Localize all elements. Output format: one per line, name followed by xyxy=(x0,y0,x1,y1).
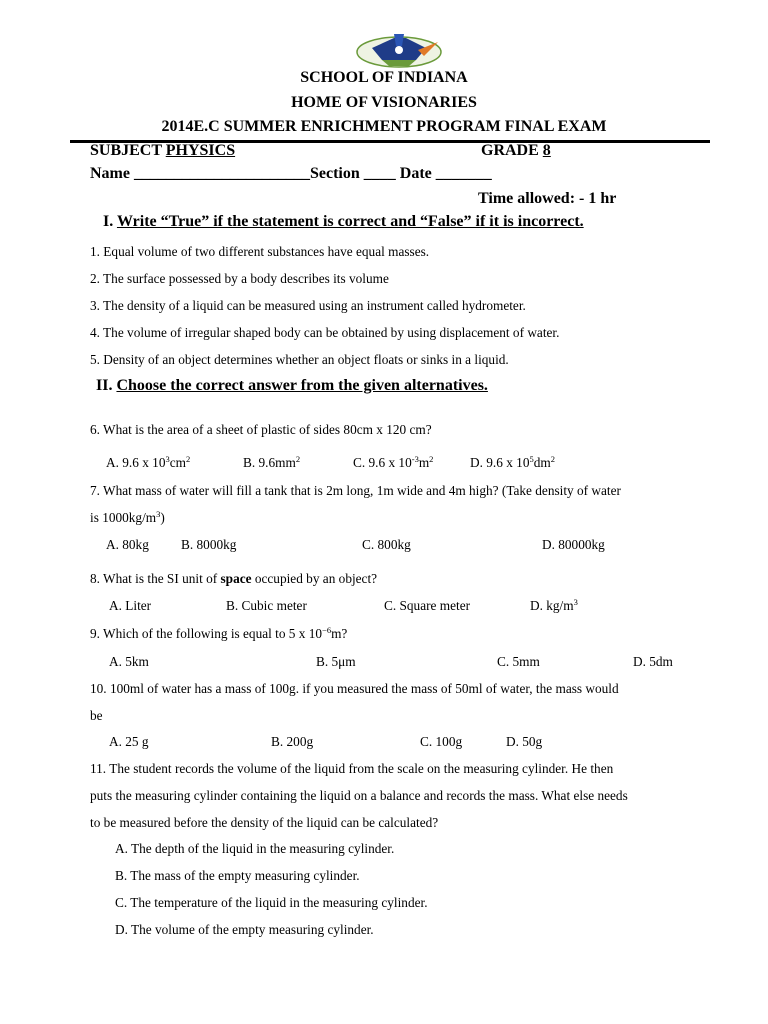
q7-option-b: B. 8000kg xyxy=(181,537,237,552)
question-3: 3. The density of a liquid can be measured using an instrument called hydrometer. xyxy=(90,298,526,313)
grade-value: 8 xyxy=(542,142,551,159)
section-2-heading xyxy=(96,377,488,395)
question-8 xyxy=(90,571,377,587)
q6-option-d-unit-exp: 2 xyxy=(550,454,555,464)
grade-label: GRADE xyxy=(481,142,539,159)
question-7-line-2 xyxy=(90,510,165,526)
q10-option-a: A. 25 g xyxy=(109,734,149,749)
section-1-heading xyxy=(103,213,584,231)
question-11-line-1: 11. The student records the volume of the liquid from the scale on the measuring cylinder. He then xyxy=(90,761,614,776)
subject-label: SUBJECT xyxy=(90,142,162,159)
q8-option-b: B. Cubic meter xyxy=(226,598,307,613)
q8-option-d-exp: 3 xyxy=(573,597,578,607)
q11-option-d: D. The volume of the empty measuring cylinder. xyxy=(115,922,374,937)
q11-option-a: A. The depth of the liquid in the measuring cylinder. xyxy=(115,841,395,856)
question-7-line-1: 7. What mass of water will fill a tank that is 2m long, 1m wide and 4m high? (Take density of water xyxy=(90,483,621,498)
question-1: 1. Equal volume of two different substances have equal masses. xyxy=(90,244,430,259)
q6-option-c-exp: -3 xyxy=(411,454,419,464)
q9-option-a: A. 5km xyxy=(109,654,149,669)
q6-option-c-unit-exp: 2 xyxy=(429,454,434,464)
question-9-pre: 9. Which of the following is equal to 5 x 10 xyxy=(90,626,323,641)
question-9 xyxy=(90,626,347,642)
question-5: 5. Density of an object determines whether an object floats or sinks in a liquid. xyxy=(90,352,509,367)
school-logo xyxy=(354,28,444,70)
q6-option-b xyxy=(243,455,300,471)
q6-option-d-exp: 5 xyxy=(529,454,534,464)
question-7-line-2-text: is 1000kg/m xyxy=(90,510,157,525)
section-label: Section xyxy=(309,165,360,182)
q11-option-b: B. The mass of the empty measuring cylinder. xyxy=(115,868,360,883)
name-blank: ______________________ xyxy=(133,165,310,182)
question-7-line-2-exp: 3 xyxy=(156,509,161,519)
q6-option-a-unit-exp: 2 xyxy=(185,454,191,464)
q6-option-b-base: B. 9.6mm xyxy=(243,455,296,470)
subject-value: PHYSICS xyxy=(165,142,236,159)
question-9-exp: −6 xyxy=(322,625,332,635)
subject-line xyxy=(90,142,235,160)
q6-option-d-unit: dm xyxy=(533,455,551,470)
q6-option-a-base: A. 9.6 x 10 xyxy=(106,455,166,470)
question-11-line-2: puts the measuring cylinder containing the liquid on a balance and records the mass. What else needs xyxy=(90,788,628,803)
school-motto: HOME OF VISIONARIES xyxy=(291,94,477,111)
q8-option-c: C. Square meter xyxy=(384,598,471,613)
q8-option-d-base: D. kg/m xyxy=(530,598,574,613)
q6-option-c xyxy=(353,455,433,471)
q6-option-d-base: D. 9.6 x 10 xyxy=(470,455,530,470)
q6-option-a-exp: 3 xyxy=(165,454,170,464)
q6-option-c-unit: m xyxy=(418,455,430,470)
q9-option-c: C. 5mm xyxy=(497,654,540,669)
question-7-line-2-end: ) xyxy=(160,510,165,525)
section-1-number: I. xyxy=(103,213,114,230)
date-label: Date xyxy=(399,165,432,182)
section-2-number: II. xyxy=(96,377,113,394)
date-blank: _______ xyxy=(435,165,492,182)
question-6: 6. What is the area of a sheet of plastic of sides 80cm x 120 cm? xyxy=(90,422,432,437)
question-11-line-3: to be measured before the density of the liquid can be calculated? xyxy=(90,815,439,830)
q10-option-d: D. 50g xyxy=(506,734,543,749)
q6-option-a xyxy=(106,455,190,471)
q6-option-a-unit: cm xyxy=(169,455,186,470)
question-9-post: m? xyxy=(331,626,348,641)
name-section-date-line xyxy=(90,165,492,183)
q6-option-d xyxy=(470,455,555,471)
q6-option-c-base: C. 9.6 x 10 xyxy=(353,455,412,470)
school-name: SCHOOL OF INDIANA xyxy=(300,69,468,86)
q10-option-c: C. 100g xyxy=(420,734,463,749)
q9-option-b: B. 5μm xyxy=(316,654,356,669)
time-allowed: Time allowed: - 1 hr xyxy=(478,190,617,207)
section-1-title: Write “True” if the statement is correct and “False” if it is incorrect. xyxy=(116,213,584,230)
section-2-title: Choose the correct answer from the given alternatives. xyxy=(116,377,488,394)
grade-line xyxy=(481,142,551,160)
q6-option-b-exp: 2 xyxy=(295,454,301,464)
q7-option-d: D. 80000kg xyxy=(542,537,605,552)
question-4: 4. The volume of irregular shaped body can be obtained by using displacement of water. xyxy=(90,325,560,340)
question-2: 2. The surface possessed by a body describes its volume xyxy=(90,271,389,286)
question-8-pre: 8. What is the SI unit of xyxy=(90,571,221,586)
q8-option-d xyxy=(530,598,578,614)
question-8-bold: space xyxy=(220,571,252,586)
section-blank: ____ xyxy=(363,165,396,182)
q9-option-d: D. 5dm xyxy=(633,654,673,669)
q11-option-c: C. The temperature of the liquid in the measuring cylinder. xyxy=(115,895,428,910)
q8-option-a: A. Liter xyxy=(109,598,152,613)
question-10-line-2: be xyxy=(90,708,103,723)
q7-option-a: A. 80kg xyxy=(106,537,149,552)
q7-option-c: C. 800kg xyxy=(362,537,411,552)
q10-option-b: B. 200g xyxy=(271,734,314,749)
question-8-post: occupied by an object? xyxy=(251,571,378,586)
question-10-line-1: 10. 100ml of water has a mass of 100g. if you measured the mass of 50ml of water, the mass would xyxy=(90,681,619,696)
name-label: Name xyxy=(90,165,130,182)
exam-title: 2014E.C SUMMER ENRICHMENT PROGRAM FINAL EXAM xyxy=(161,118,607,135)
